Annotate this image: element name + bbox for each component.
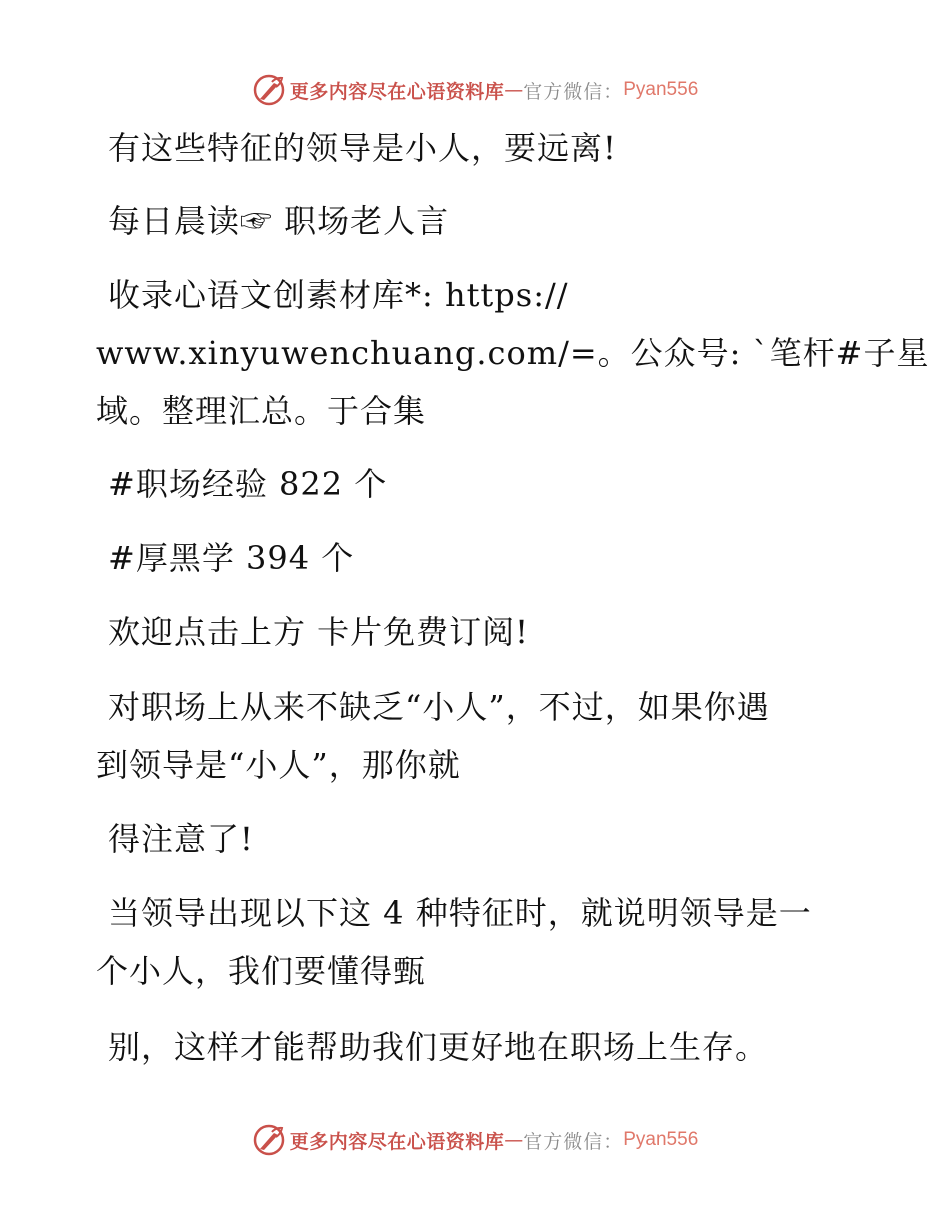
doc-line: 对职场上从来不缺乏“小人”，不过，如果你遇 [108,688,770,726]
doc-line: 欢迎点击上方 卡片免费订阅! [108,613,530,651]
doc-line: #职场经验 822 个 [108,465,388,503]
doc-line: 到领导是“小人”，那你就 [96,746,461,784]
header-banner [0,70,950,110]
doc-title: 有这些特征的领导是小人，要远离! [108,129,617,167]
quill-pen-logo-icon [252,1123,286,1157]
footer-banner [0,1120,950,1160]
quill-pen-logo-icon [252,73,286,107]
doc-line: 别，这样才能帮助我们更好地在职场上生存。 [108,1028,769,1066]
doc-line: 得注意了! [108,820,254,858]
doc-line: www.xinyuwenchuang.com/=。公众号: `笔杆#子星 [96,334,930,372]
banner-wechat-id: Pyan556 [623,79,699,100]
doc-line: 收录心语文创素材库*: https:// [108,276,569,314]
doc-line: 当领导出现以下这 4 种特征时，就说明领导是一 [108,894,812,932]
doc-line: #厚黑学 394 个 [108,539,355,577]
banner-separator: — [504,1129,524,1151]
doc-line: 个小人，我们要懂得甄 [96,952,427,990]
doc-line: 每日晨读☞ 职场老人言 [108,202,450,240]
banner-brand: 更多内容尽在心语资料库 [289,1130,505,1153]
banner-brand: 更多内容尽在心语资料库 [289,80,505,103]
banner-wechat-id: Pyan556 [623,1129,699,1150]
doc-line: 域。整理汇总。于合集 [96,392,427,430]
banner-separator: — [504,79,524,101]
banner-wechat-label: 官方微信： [523,1130,624,1153]
banner-wechat-label: 官方微信： [523,80,624,103]
